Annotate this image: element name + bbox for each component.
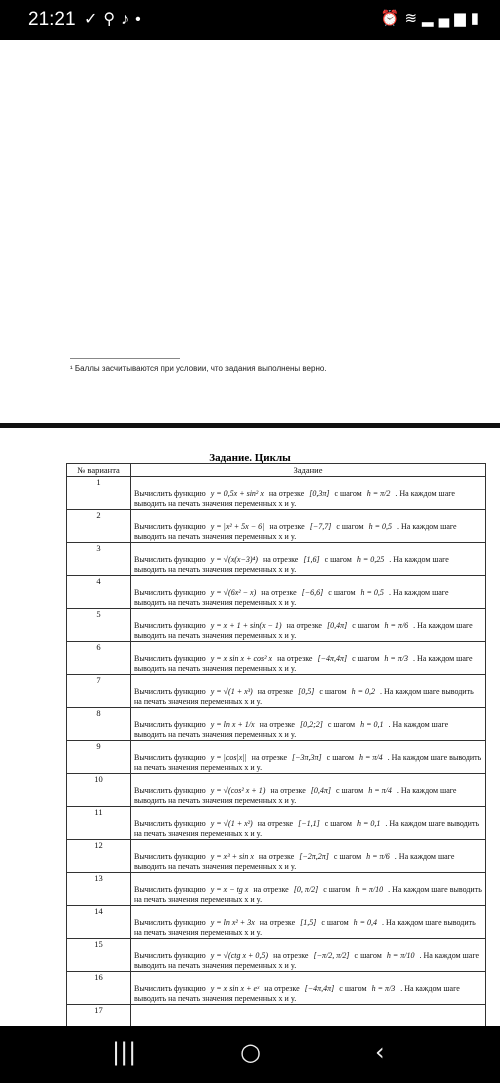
- task-text: [131, 774, 486, 807]
- task-pre: Вычислить функцию: [134, 852, 206, 861]
- table-row: [67, 642, 486, 675]
- task-range: [0,3π]: [309, 489, 330, 498]
- checkmark-icon: ✓: [84, 11, 104, 28]
- task-pre: Вычислить функцию: [134, 918, 206, 927]
- task-tail: . На каждом шаге выводить на печать значения переменных x и y.: [134, 555, 449, 574]
- task-range: [−3π,3π]: [292, 753, 322, 762]
- task-func: y = x sin x + eˣ: [210, 984, 260, 993]
- task-func: y = ln x + 1/x: [210, 720, 255, 729]
- task-mid: на отрезке: [270, 786, 306, 795]
- table-row: [67, 774, 486, 807]
- task-mid: на отрезке: [258, 852, 295, 861]
- task-mid: на отрезке: [269, 522, 305, 531]
- task-step-label: с шагом: [323, 885, 351, 894]
- task-mid: на отрезке: [251, 753, 288, 762]
- task-step: h = π/3: [384, 654, 409, 663]
- variant-number: 12: [67, 840, 131, 873]
- task-step-label: с шагом: [352, 621, 380, 630]
- task-range: [0,4π]: [326, 621, 348, 630]
- table-row: [67, 840, 486, 873]
- task-text: [131, 906, 486, 939]
- task-pre: Вычислить функцию: [134, 588, 206, 597]
- task-text: [131, 708, 486, 741]
- task-text: [131, 840, 486, 873]
- document-page-current: [0, 428, 500, 1026]
- recents-button[interactable]: |||: [112, 1038, 137, 1066]
- task-mid: на отрезке: [257, 687, 294, 696]
- table-row: [67, 708, 486, 741]
- task-text: [131, 543, 486, 576]
- task-tail: . На каждом шаге выводить на печать значения переменных x и y.: [134, 522, 457, 541]
- variant-number: 2: [67, 510, 131, 543]
- variant-number: 7: [67, 675, 131, 708]
- task-step: h = 0,1: [356, 819, 381, 828]
- task-pre: Вычислить функцию: [134, 951, 206, 960]
- table-row: [67, 576, 486, 609]
- status-time: 21:21: [28, 9, 76, 30]
- task-pre: Вычислить функцию: [134, 654, 206, 663]
- table-row: [67, 1005, 486, 1027]
- task-text: [131, 609, 486, 642]
- task-tail: . На каждом шаге выводить на печать значения переменных x и y.: [134, 984, 460, 1003]
- back-button[interactable]: ‹: [375, 1038, 385, 1066]
- task-tail: . На каждом шаге выводить на печать значения переменных x и y.: [134, 489, 455, 508]
- table-row: [67, 609, 486, 642]
- task-func: y = ln x² + 3x: [210, 918, 255, 927]
- task-mid: на отрезке: [264, 984, 300, 993]
- task-range: [−π/2, π/2]: [313, 951, 350, 960]
- task-range: [1,5]: [300, 918, 317, 927]
- task-text: [131, 741, 486, 774]
- task-func: y = x sin x + cos² x: [210, 654, 273, 663]
- variant-number: 4: [67, 576, 131, 609]
- variant-number: 17: [67, 1005, 131, 1027]
- task-tail: . На каждом шаге выводить на печать значения переменных x и y.: [134, 687, 474, 706]
- status-left-icons: [84, 9, 147, 29]
- variant-number: 3: [67, 543, 131, 576]
- task-text: [131, 576, 486, 609]
- variant-number: 13: [67, 873, 131, 906]
- task-mid: на отрезке: [286, 621, 322, 630]
- task-tail: . На каждом шаге выводить на печать значения переменных x и y.: [134, 852, 455, 871]
- footnote: ¹ Баллы засчитываются при условии, что задания выполнены верно.: [70, 364, 327, 373]
- task-step: h = 0,2: [351, 687, 375, 696]
- task-func: y = √(ctg x + 0,5): [210, 951, 269, 960]
- task-step-label: с шагом: [326, 753, 354, 762]
- task-tail: . На каждом шаге выводить на печать значения переменных x и y.: [134, 621, 473, 640]
- task-mid: на отрезке: [261, 588, 297, 597]
- table-row: [67, 939, 486, 972]
- task-func: y = √(6x² − x): [210, 588, 257, 597]
- task-text: [131, 510, 486, 543]
- task-func: y = x + 1 + sin(x − 1): [210, 621, 282, 630]
- table-row: [67, 807, 486, 840]
- task-func: y = √(x(x−3)⁴): [210, 555, 258, 564]
- task-tail: . На каждом шаге выводить на печать значения переменных x и y.: [134, 720, 449, 739]
- document-page-previous: [0, 40, 500, 423]
- task-text: [131, 642, 486, 675]
- search-icon: ⚲: [103, 11, 122, 28]
- task-step: h = π/2: [366, 489, 391, 498]
- alarm-icon: ⏰: [380, 10, 405, 27]
- variant-number: 10: [67, 774, 131, 807]
- task-tail: . На каждом шаге выводить на печать значения переменных x и y.: [134, 588, 449, 607]
- task-func: y = √(1 + x²): [210, 819, 253, 828]
- task-step-label: с шагом: [336, 522, 364, 531]
- header-task: Задание: [131, 464, 486, 477]
- task-mid: на отрезке: [268, 489, 305, 498]
- variant-number: 5: [67, 609, 131, 642]
- task-mid: на отрезке: [262, 555, 299, 564]
- task-range: [1,6]: [303, 555, 320, 564]
- task-range: [0,4π]: [310, 786, 331, 795]
- variant-number: 14: [67, 906, 131, 939]
- task-range: [0,5]: [298, 687, 315, 696]
- task-func: y = √(cos² x + 1): [210, 786, 266, 795]
- table-row: [67, 906, 486, 939]
- table-row: [67, 477, 486, 510]
- task-range: [0,2;2]: [299, 720, 323, 729]
- task-range: [−4π,4π]: [317, 654, 348, 663]
- task-pre: Вычислить функцию: [134, 489, 206, 498]
- variant-number: 15: [67, 939, 131, 972]
- task-pre: Вычислить функцию: [134, 819, 206, 828]
- task-step: h = π/4: [358, 753, 383, 762]
- task-step: h = π/6: [384, 621, 409, 630]
- task-step-label: с шагом: [354, 951, 382, 960]
- task-tail: . На каждом шаге выводить на печать значения переменных x и y.: [134, 654, 473, 673]
- task-pre: Вычислить функцию: [134, 621, 206, 630]
- task-tail: . На каждом шаге выводить на печать значения переменных x и y.: [134, 885, 482, 904]
- table-body: [67, 477, 486, 1027]
- task-text: [131, 873, 486, 906]
- task-step-label: с шагом: [327, 720, 356, 729]
- task-step: h = π/10: [386, 951, 415, 960]
- task-text: [131, 807, 486, 840]
- task-mid: на отрезке: [277, 654, 313, 663]
- variant-number: 9: [67, 741, 131, 774]
- task-range: [−1,1]: [298, 819, 320, 828]
- task-step-label: с шагом: [333, 852, 362, 861]
- task-step-label: с шагом: [328, 588, 356, 597]
- task-pre: Вычислить функцию: [134, 522, 206, 531]
- task-func: y = x³ + sin x: [210, 852, 254, 861]
- status-right-icons: [381, 9, 484, 27]
- task-step-label: с шагом: [339, 984, 367, 993]
- variant-number: 8: [67, 708, 131, 741]
- table-row: [67, 543, 486, 576]
- variant-number: 6: [67, 642, 131, 675]
- table-row: [67, 972, 486, 1005]
- variant-number: 1: [67, 477, 131, 510]
- task-mid: на отрезке: [273, 951, 309, 960]
- task-step-label: с шагом: [321, 918, 349, 927]
- table-row: [67, 741, 486, 774]
- task-step: h = 0,5: [360, 588, 384, 597]
- task-pre: Вычислить функцию: [134, 885, 206, 894]
- task-pre: Вычислить функцию: [134, 753, 206, 762]
- task-mid: на отрезке: [259, 918, 296, 927]
- task-step: h = 0,5: [368, 522, 393, 531]
- task-step: h = π/4: [368, 786, 392, 795]
- task-tail: . На каждом шаге выводить на печать значения переменных x и y.: [134, 753, 482, 772]
- task-step: h = π/6: [366, 852, 390, 861]
- task-step: h = 0,4: [353, 918, 378, 927]
- table-header-row: [67, 464, 486, 477]
- task-tail: . На каждом шаге выводить на печать значения переменных x и y.: [134, 918, 476, 937]
- table-row: [67, 675, 486, 708]
- task-pre: Вычислить функцию: [134, 555, 206, 564]
- task-mid: на отрезке: [253, 885, 289, 894]
- task-text: [131, 1005, 486, 1027]
- task-range: [−4π,4π]: [304, 984, 335, 993]
- task-step-label: с шагом: [334, 489, 362, 498]
- tasks-table: [66, 463, 486, 1026]
- task-range: [−2π,2π]: [299, 852, 329, 861]
- task-range: [−6,6]: [301, 588, 324, 597]
- task-text: [131, 939, 486, 972]
- task-step-label: с шагом: [319, 687, 347, 696]
- signal-icon: ▂▄▆: [422, 10, 471, 27]
- task-mid: на отрезке: [259, 720, 295, 729]
- footnote-divider: [70, 358, 180, 359]
- task-func: y = 0,5x + sin² x: [210, 489, 264, 498]
- task-func: y = √(1 + x³): [210, 687, 253, 696]
- task-pre: Вычислить функцию: [134, 786, 206, 795]
- task-text: [131, 477, 486, 510]
- task-func: y = x − tg x: [210, 885, 249, 894]
- table-title: Задание. Циклы: [209, 452, 291, 464]
- task-step-label: с шагом: [352, 654, 380, 663]
- navigation-bar: [0, 1026, 500, 1083]
- task-func: y = |x² + 5x − 6|: [210, 522, 265, 531]
- task-tail: . На каждом шаге выводить на печать значения переменных x и y.: [134, 951, 480, 970]
- status-bar: [0, 0, 500, 40]
- task-range: [−7,7]: [309, 522, 332, 531]
- task-func: y = |cos|x||: [210, 753, 247, 762]
- task-step: h = 0,1: [360, 720, 384, 729]
- variant-number: 11: [67, 807, 131, 840]
- home-button[interactable]: ○: [240, 1038, 261, 1066]
- task-mid: на отрезке: [257, 819, 294, 828]
- table-row: [67, 873, 486, 906]
- task-pre: Вычислить функцию: [134, 984, 206, 993]
- task-step: h = 0,25: [356, 555, 385, 564]
- wifi-icon: ≋: [404, 10, 423, 27]
- task-range: [0, π/2]: [293, 885, 319, 894]
- task-step: h = π/3: [371, 984, 396, 993]
- task-step: h = π/10: [355, 885, 384, 894]
- task-step-label: с шагом: [335, 786, 364, 795]
- task-step-label: с шагом: [324, 819, 352, 828]
- variant-number: 16: [67, 972, 131, 1005]
- header-variant-number: № варианта: [67, 464, 131, 477]
- task-tail: . На каждом шаге выводить на печать значения переменных x и y.: [134, 819, 480, 838]
- task-pre: Вычислить функцию: [134, 720, 206, 729]
- task-tail: . На каждом шаге выводить на печать значения переменных x и y.: [134, 786, 457, 805]
- task-text: [131, 675, 486, 708]
- task-step-label: с шагом: [324, 555, 352, 564]
- task-pre: Вычислить функцию: [134, 687, 206, 696]
- dot-icon: •: [135, 11, 147, 28]
- tiktok-icon: ♪: [121, 11, 136, 28]
- battery-icon: ▮: [470, 10, 484, 27]
- table-row: [67, 510, 486, 543]
- task-text: [131, 972, 486, 1005]
